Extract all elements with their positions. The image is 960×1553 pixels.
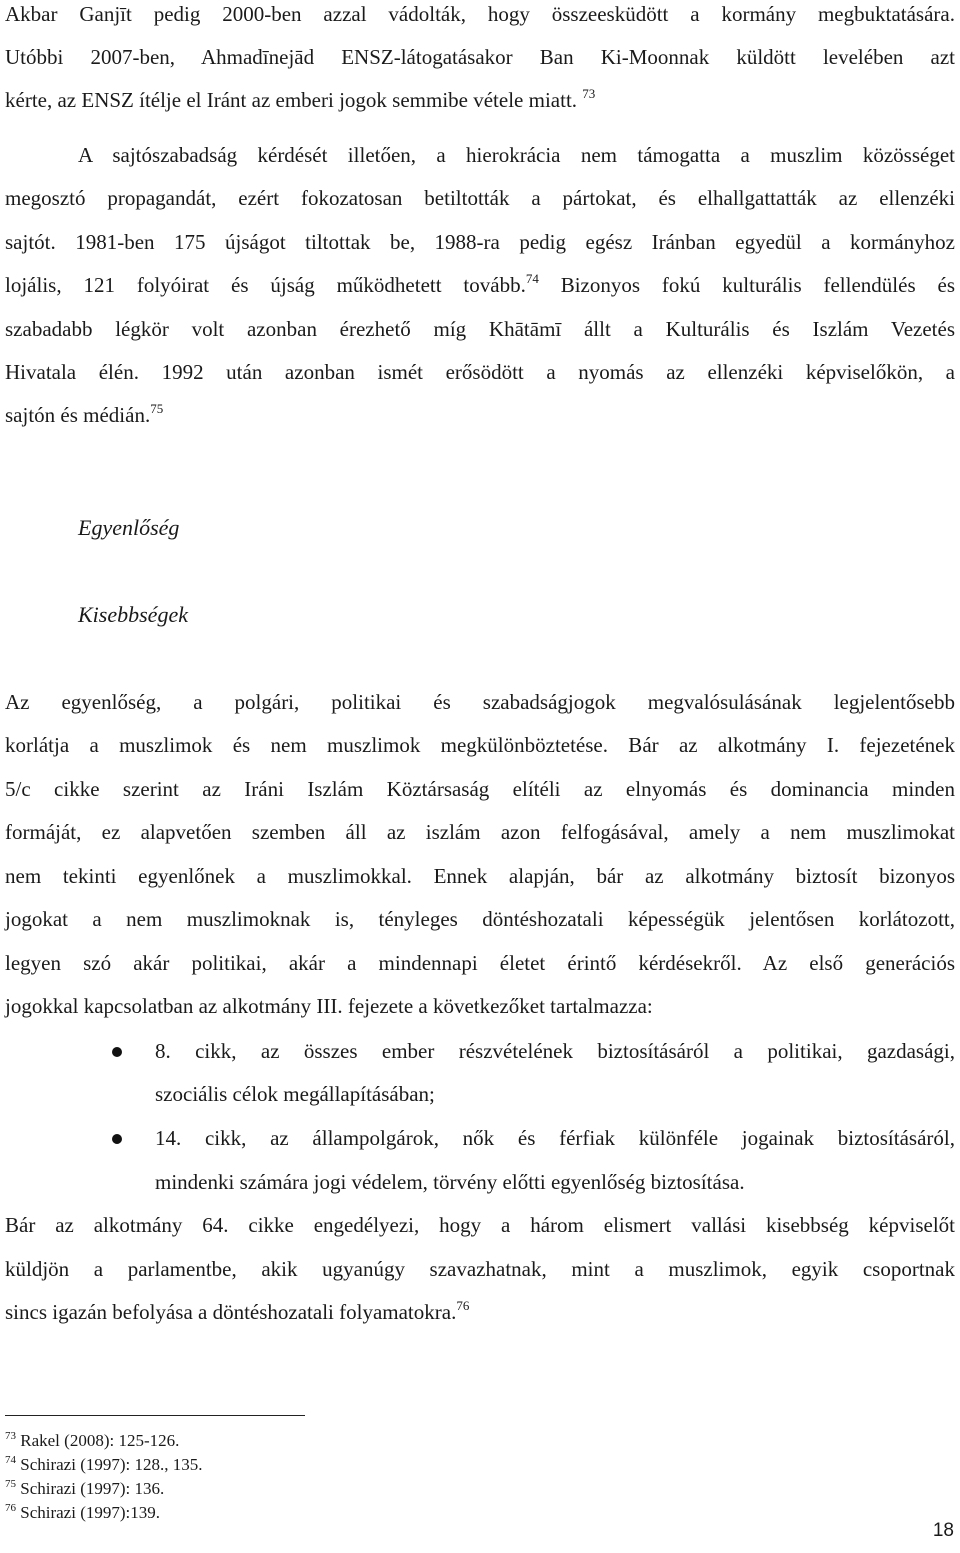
line-text: sajtót. 1981-ben 175 újságot tiltottak be, 1988-ra pedig egész Iránban egyedül a kormányhoz xyxy=(5,230,955,254)
line-text: lojális, 121 folyóirat és újság működhetett tovább. xyxy=(5,273,526,297)
bullet-icon xyxy=(112,1134,122,1144)
section-heading: Egyenlőség xyxy=(78,515,180,540)
paragraph-3-line xyxy=(5,907,955,931)
paragraph-3-line xyxy=(5,820,955,844)
paragraph-2-line xyxy=(5,230,955,254)
paragraph-2-line xyxy=(5,273,955,297)
line-text: kérte, az ENSZ ítélje el Iránt az emberi jogok semmibe vétele miatt. xyxy=(5,88,578,112)
paragraph-3-line xyxy=(5,733,955,757)
subsection-heading: Kisebbségek xyxy=(78,602,188,627)
line-text: sajtón és médián. xyxy=(5,403,151,427)
paragraph-1-line xyxy=(5,45,955,69)
page-number: 18 xyxy=(932,1520,954,1541)
line-text: nem tekinti egyenlőnek a muszlimokkal. Ennek alapján, bár az alkotmány biztosít bizonyos xyxy=(5,864,955,888)
footnote xyxy=(5,1479,164,1499)
footnote xyxy=(5,1455,203,1475)
line-text: jogokat a nem muszlimoknak is, tényleges döntéshozatali képességük jelentősen korlátozott, xyxy=(5,907,955,931)
line-text: Bizonyos fokú kulturális fellendülés és xyxy=(538,273,955,297)
bullet-item-line xyxy=(155,1126,955,1150)
bullet-item-line xyxy=(155,1170,955,1194)
paragraph-2-line xyxy=(5,360,955,384)
line-text: A sajtószabadság kérdését illetően, a hierokrácia nem támogatta a muszlim közösséget xyxy=(78,143,955,167)
line-text: szabadabb légkör volt azonban érezhető míg Khātāmī állt a Kulturális és Iszlám Vezetés xyxy=(5,317,955,341)
line-text: mindenki számára jogi védelem, törvény előtti egyenlőség biztosítása. xyxy=(155,1170,745,1194)
footnote xyxy=(5,1503,160,1523)
paragraph-2-line xyxy=(78,143,955,167)
paragraph-2-line xyxy=(5,186,955,210)
line-text: megosztó propagandát, ezért fokozatosan betiltották a pártokat, és elhallgattatták az ellenzéki xyxy=(5,186,955,210)
footnote-separator xyxy=(5,1415,305,1416)
paragraph-3-line xyxy=(5,994,955,1018)
footnote-ref: 76 xyxy=(456,1298,470,1313)
line-text: Akbar Ganjīt pedig 2000-ben azzal vádolták, hogy összeesküdött a kormány megbuktatására. xyxy=(5,2,955,26)
line-text: Bár az alkotmány 64. cikke engedélyezi, hogy a három elismert vallási kisebbség képviselőt xyxy=(5,1213,955,1237)
footnote-number: 76 xyxy=(5,1502,16,1514)
footnote-number: 75 xyxy=(5,1478,16,1490)
footnote-text: Schirazi (1997): 128., 135. xyxy=(20,1455,203,1474)
bullet-icon xyxy=(112,1047,122,1057)
paragraph-2-line xyxy=(5,403,955,427)
paragraph-4-line xyxy=(5,1213,955,1237)
line-text: sincs igazán befolyása a döntéshozatali folyamatokra. xyxy=(5,1300,457,1324)
line-text: küldjön a parlamentbe, akik ugyanúgy szavazhatnak, mint a muszlimok, egyik csoportnak xyxy=(5,1257,955,1281)
line-text: legyen szó akár politikai, akár a mindennapi életet érintő kérdésekről. Az első generációs xyxy=(5,951,955,975)
footnote-ref: 74 xyxy=(525,271,539,286)
line-text: jogokkal kapcsolatban az alkotmány III. fejezete a következőket tartalmazza: xyxy=(5,994,653,1018)
paragraph-4-line xyxy=(5,1257,955,1281)
line-text: Hivatala élén. 1992 után azonban ismét erősödött a nyomás az ellenzéki képviselőkön, a xyxy=(5,360,955,384)
bullet-item-line xyxy=(155,1039,955,1063)
footnote-text: Schirazi (1997): 136. xyxy=(20,1479,165,1498)
bullet-item-line xyxy=(155,1082,955,1106)
paragraph-3-line xyxy=(5,777,955,801)
footnote xyxy=(5,1431,179,1451)
line-text: szociális célok megállapításában; xyxy=(155,1082,435,1106)
footnote-ref: 73 xyxy=(582,86,596,101)
footnote-text: Schirazi (1997):139. xyxy=(20,1503,160,1522)
line-text: formáját, ez alapvetően szemben áll az iszlám azon felfogásával, amely a nem muszlimokat xyxy=(5,820,955,844)
line-text: 5/c cikke szerint az Iráni Iszlám Köztársaság elítéli az elnyomás és dominancia minden xyxy=(5,777,955,801)
paragraph-4-line xyxy=(5,1300,955,1324)
paragraph-2-line xyxy=(5,317,955,341)
paragraph-1-line xyxy=(5,2,955,26)
paragraph-3-line xyxy=(5,690,955,714)
paragraph-3-line xyxy=(5,864,955,888)
line-text: Utóbbi 2007-ben, Ahmadīnejād ENSZ-látogatásakor Ban Ki-Moonnak küldött levelében azt xyxy=(5,45,955,69)
line-text: Az egyenlőség, a polgári, politikai és szabadságjogok megvalósulásának legjelentősebb xyxy=(5,690,955,714)
paragraph-1-line xyxy=(5,88,955,112)
footnote-text: Rakel (2008): 125-126. xyxy=(20,1431,180,1450)
paragraph-3-line xyxy=(5,951,955,975)
footnote-number: 73 xyxy=(5,1430,16,1442)
footnote-ref: 75 xyxy=(150,401,164,416)
footnote-number: 74 xyxy=(5,1454,16,1466)
line-text: 8. cikk, az összes ember részvételének biztosításáról a politikai, gazdasági, xyxy=(155,1039,955,1063)
line-text: korlátja a muszlimok és nem muszlimok megkülönböztetése. Bár az alkotmány I. fejezetének xyxy=(5,733,955,757)
line-text: 14. cikk, az állampolgárok, nők és férfiak különféle jogainak biztosításáról, xyxy=(155,1126,955,1150)
